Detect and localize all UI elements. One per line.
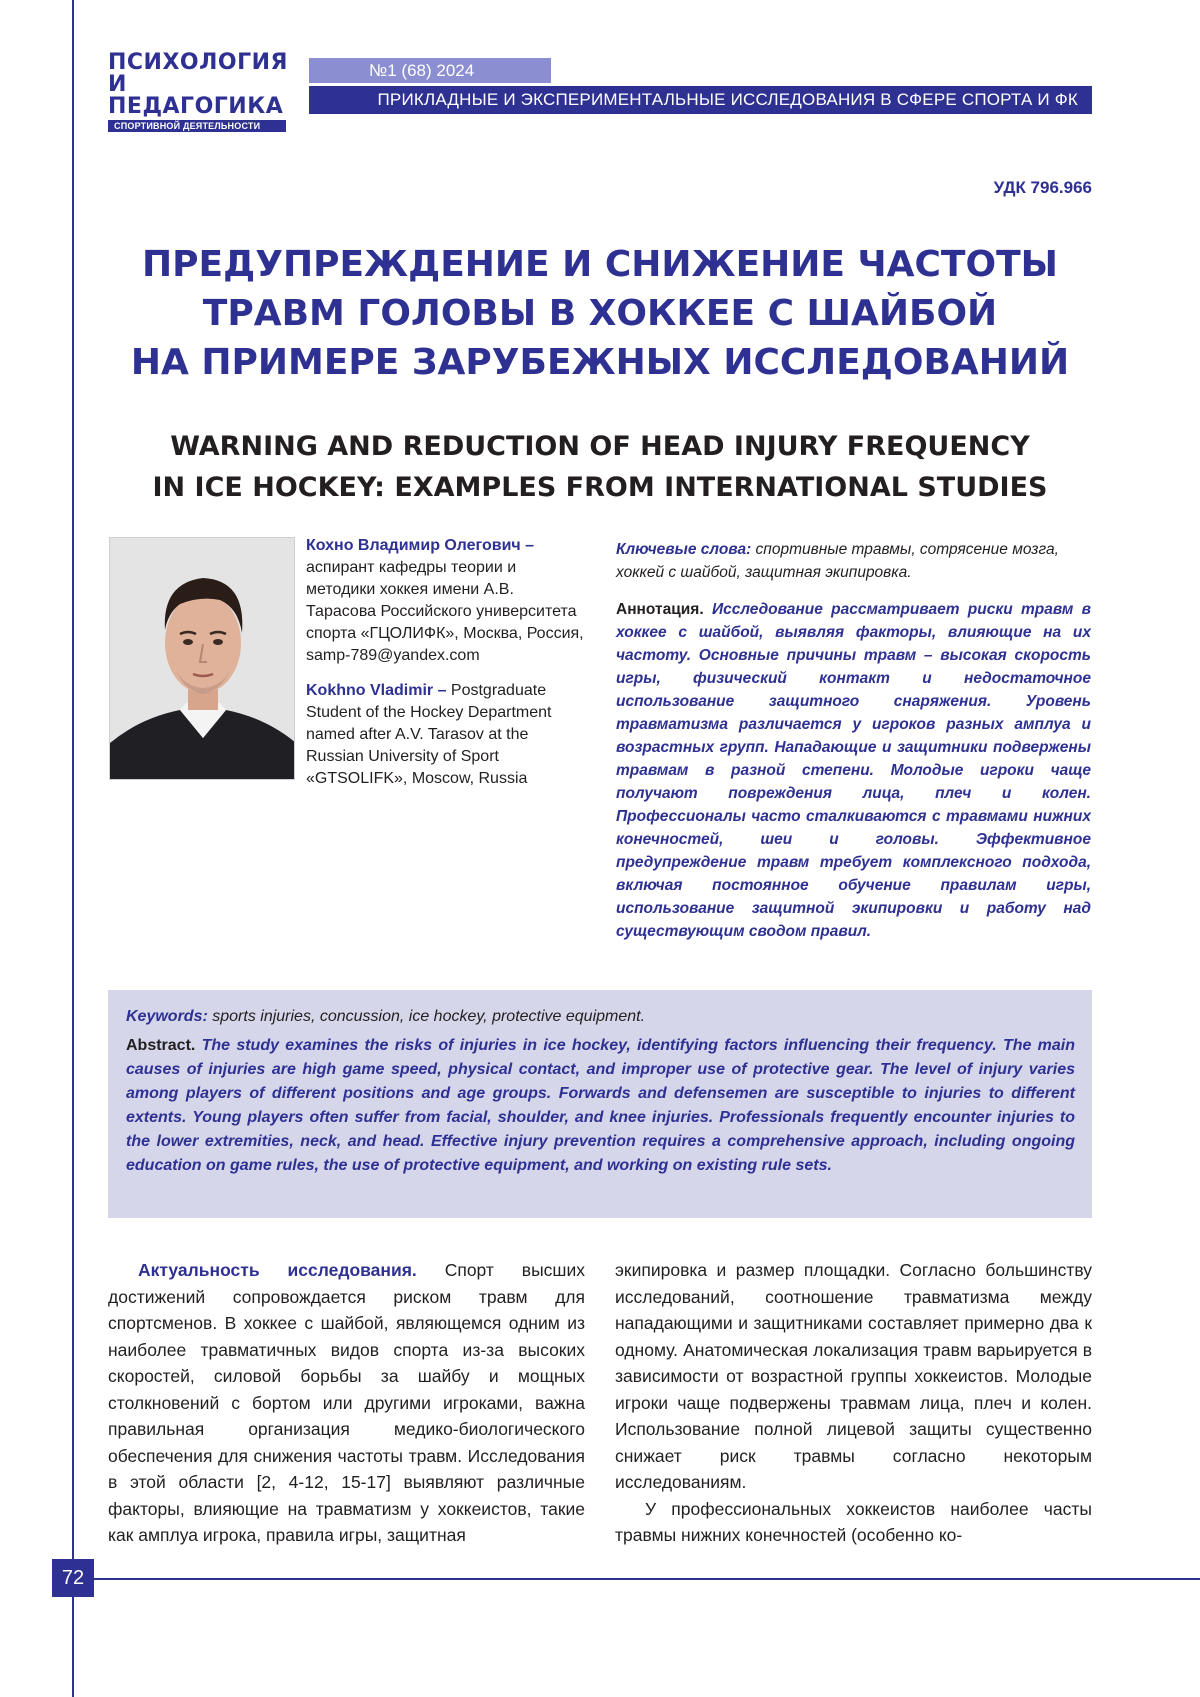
abstract-en-text: The study examines the risks of injuries in ice hockey, identifying factors influencing their frequency. The main causes of injuries are high game speed, physical contact, and improper use of protective gear. The level of injury varies among players of different positions and age groups. Forwards and defensemen are susceptible to injuries to different extents. Young players often suffer from facial, shoulder, and knee injuries. Professionals frequently encounter injuries to the lower extremities, neck, and head. Effective injury prevention requires a comprehensive approach, including ongoing education on game rules, the use of protective equipment, and working on existing rule sets. bbox=[126, 1037, 1075, 1174]
title-en-line-1: WARNING AND REDUCTION OF HEAD INJURY FREQUENCY bbox=[170, 431, 1030, 462]
udc-code: УДК 796.966 bbox=[993, 178, 1092, 197]
title-ru-line-3: НА ПРИМЕРЕ ЗАРУБЕЖНЫХ ИССЛЕДОВАНИЙ bbox=[130, 342, 1070, 383]
footer-rule bbox=[72, 1578, 1200, 1580]
body-column-left bbox=[108, 1257, 585, 1549]
logo-line-3: СПОРТИВНОЙ ДЕЯТЕЛЬНОСТИ bbox=[108, 120, 286, 132]
title-ru-line-1: ПРЕДУПРЕЖДЕНИЕ И СНИЖЕНИЕ ЧАСТОТЫ bbox=[142, 244, 1058, 285]
left-margin-rule bbox=[72, 0, 74, 1697]
body-paragraph-1 bbox=[108, 1257, 585, 1549]
article-title-ru bbox=[100, 240, 1100, 387]
journal-logo bbox=[108, 52, 290, 132]
abstract-ru-text: Исследование рассматривает риски травм в хоккее с шайбой, выявляя факторы, влияющие на их частоту. Основные причины травм – высокая скорость игры, физический контакт и недостаточное использование защитного снаряжения. Уровень травматизма различается у игроков разных амплуа и возрастных групп. Нападающие и защитники подвержены травмам в разной степени. Молодые игроки чаще получают повреждения лица, плеч и колен. Профессионалы часто сталкиваются с травмами нижних конечностей, шеи и головы. Эффективное предупреждение травм требует комплексного подхода, включая постоянное обучение правилам игры, использование защитной экипировки и работу над существующим сводом правил. bbox=[616, 601, 1091, 940]
keywords-en-label: Keywords: bbox=[126, 1008, 208, 1025]
abstract-ru-label: Аннотация. bbox=[616, 601, 704, 618]
author-affiliation-en: Postgraduate Student of the Hockey Department named after A.V. Tarasov at the Russian University of Sport «GTSOLIFK», Moscow, Russia bbox=[306, 682, 552, 787]
title-en-line-2: IN ICE HOCKEY: EXAMPLES FROM INTERNATIONAL STUDIES bbox=[152, 472, 1048, 503]
section-lead-relevance: Актуальность исследования. bbox=[138, 1260, 417, 1280]
keywords-en-text: sports injuries, concussion, ice hockey, protective equipment. bbox=[207, 1008, 646, 1025]
body-column-right bbox=[615, 1257, 1092, 1549]
logo-line-2: И ПЕДАГОГИКА bbox=[108, 72, 284, 119]
body-paragraph-1-text: Спорт высших достижений сопровождается риском травм для спортсменов. В хоккее с шайбой, являющемся одним из наиболее травматичных видов спорта из-за высоких скоростей, силовой борьбы за шайбу и мощных столкновений с бортом или другими игроками, важна правильная организация медико-биологического обеспечения для снижения частоты травм. Исследования в этой области [2, 4-12, 15-17] выявляют различные факторы, влияющие на травматизм у хоккеистов, такие как амплуа игрока, правила игры, защитная bbox=[108, 1260, 585, 1545]
keywords-ru-label: Ключевые слова: bbox=[616, 541, 752, 558]
page-number: 72 bbox=[52, 1559, 94, 1597]
title-ru-line-2: ТРАВМ ГОЛОВЫ В ХОККЕЕ С ШАЙБОЙ bbox=[202, 293, 998, 334]
author-ru bbox=[306, 535, 586, 667]
logo-line-1: ПСИХОЛОГИЯ bbox=[108, 50, 288, 75]
author-name-ru: Кохно Владимир Олегович – bbox=[306, 537, 535, 554]
keywords-en bbox=[126, 1005, 1075, 1028]
body-paragraph-1-continued: экипировка и размер площадки. Согласно большинству исследований, соотношение травматизма между нападающими и защитниками составляет примерно два к одному. Анатомическая локализация травм варьируется в зависимости от возрастной группы хоккеистов. Молодые игроки чаще подвержены травмам лица, плеч и колен. Использование полной лицевой защиты существенно снижает риск травмы согласно некоторым исследованиям. bbox=[615, 1260, 1092, 1492]
article-title-en bbox=[100, 426, 1100, 508]
abstract-ru bbox=[616, 598, 1091, 943]
abstract-en bbox=[126, 1034, 1075, 1178]
author-info bbox=[306, 535, 586, 803]
author-en bbox=[306, 680, 586, 790]
author-affiliation-ru: аспирант кафедры теории и методики хоккея имени А.В. Тарасова Российского университета спорта «ГЦОЛИФК», Москва, Россия, samp-789@yandex.com bbox=[306, 559, 584, 664]
issue-number: №1 (68) 2024 bbox=[309, 58, 551, 83]
english-abstract-box bbox=[108, 990, 1092, 1218]
author-photo bbox=[109, 537, 295, 780]
author-name-en: Kokhno Vladimir – bbox=[306, 682, 447, 699]
body-paragraph-2: У профессиональных хоккеистов наиболее часты травмы нижних конечностей (особенно ко- bbox=[615, 1498, 1092, 1545]
author-portrait-image bbox=[110, 538, 295, 780]
keywords-ru-text: спортивные травмы, сотрясение мозга, хоккей с шайбой, защитная экипировка. bbox=[616, 541, 1059, 581]
keywords-ru bbox=[616, 538, 1091, 584]
section-title-bar: ПРИКЛАДНЫЕ И ЭКСПЕРИМЕНТАЛЬНЫЕ ИССЛЕДОВАНИЯ В СФЕРЕ СПОРТА И ФК bbox=[309, 86, 1092, 114]
abstract-en-label: Abstract. bbox=[126, 1037, 196, 1054]
